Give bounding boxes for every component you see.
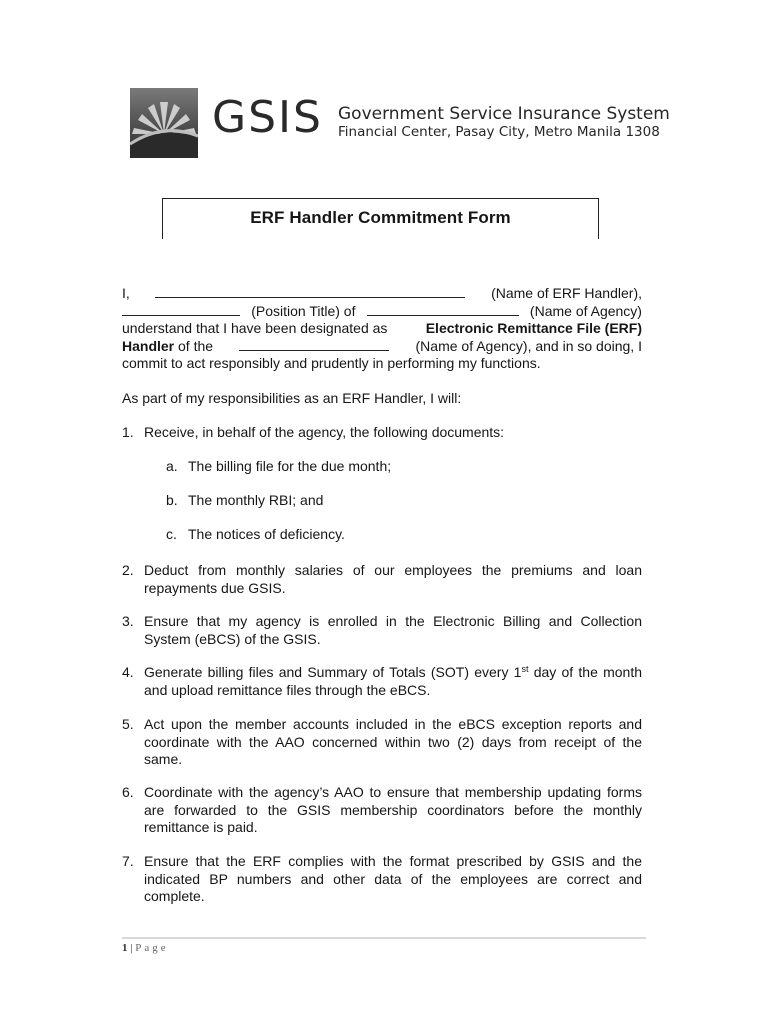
item-text: Deduct from monthly salaries of our employees the premiums and loan repayments due GSIS. (144, 562, 642, 596)
item-text: Ensure that my agency is enrolled in the Electronic Billing and Collection System (eBCS) of the GSIS. (144, 613, 642, 647)
sub-list-item (166, 458, 391, 476)
position-title-label: (Position Title) of (251, 302, 356, 319)
list-item (122, 613, 642, 648)
ordinal-suffix: st (521, 664, 529, 674)
erf-handler-name-label: (Name of ERF Handler), (491, 285, 642, 301)
page-number: 1 (122, 942, 128, 954)
item-text (144, 664, 642, 699)
org-info (338, 106, 670, 139)
item-text: Coordinate with the agency’s AAO to ensure that membership updating forms are forwarded to the GSIS membership coordinators before the monthly remittance is paid. (144, 784, 642, 835)
sub-list-item (166, 526, 345, 544)
form-title-box (162, 198, 599, 239)
of-the-text: of the (178, 337, 214, 354)
intro-line-4 (122, 338, 642, 356)
list-item (122, 664, 642, 699)
sub-item-letter: a. (166, 458, 178, 474)
responsibilities-intro: As part of my responsibilities as an ERF Handler, I will: (122, 390, 462, 406)
intro-i: I, (122, 285, 130, 301)
form-title: ERF Handler Commitment Form (250, 208, 511, 227)
erf-handler-name-blank[interactable] (155, 285, 465, 298)
item-text-part-a: Generate billing files and Summary of Totals (SOT) every 1 (144, 664, 522, 680)
agency-label-1: (Name of Agency) (529, 302, 642, 319)
footer-divider (122, 937, 646, 939)
item-number: 7. (122, 853, 134, 869)
list-item (122, 562, 642, 597)
page-label: Page (135, 942, 169, 954)
footer-separator: | (130, 942, 133, 954)
agency-name-blank-2[interactable] (239, 338, 389, 351)
agency-label-2: (Name of Agency), and in so doing, I (415, 337, 642, 354)
sub-item-text: The monthly RBI; and (188, 492, 324, 508)
intro-line-2 (122, 303, 642, 321)
item-number: 5. (122, 716, 134, 732)
handler-bold: Handler (122, 337, 175, 354)
org-address: Financial Center, Pasay City, Metro Manila 1308 (338, 123, 660, 140)
sub-item-text: The notices of deficiency. (188, 526, 345, 542)
item-number: 6. (122, 784, 134, 800)
intro-line-3 (122, 320, 642, 338)
list-item (122, 424, 642, 442)
designation-text: understand that I have been designated as (122, 320, 388, 336)
intro-line-1 (122, 285, 642, 303)
list-item (122, 784, 642, 837)
intro-line-5: commit to act responsibly and prudently in performing my functions. (122, 355, 541, 371)
list-item (122, 716, 642, 769)
gsis-wordmark: GSIS (212, 92, 323, 143)
erf-designation-bold: Electronic Remittance File (ERF) (425, 320, 642, 336)
sub-list-item (166, 492, 323, 510)
position-title-blank[interactable] (122, 303, 240, 316)
list-item (122, 853, 642, 906)
sub-item-letter: b. (166, 492, 178, 508)
item-number: 1. (122, 424, 134, 440)
agency-name-blank-1[interactable] (367, 303, 519, 316)
item-number: 3. (122, 613, 134, 629)
item-text: Act upon the member accounts included in the eBCS exception reports and coordinate with the AAO concerned within two (2) days from receipt of the same. (144, 716, 642, 767)
page-footer (122, 942, 169, 954)
sub-item-letter: c. (166, 526, 177, 542)
org-name: Government Service Insurance System (338, 104, 670, 124)
item-text: Ensure that the ERF complies with the format prescribed by GSIS and the indicated BP numbers and other data of the employees are correct and complete. (144, 853, 642, 904)
intro-paragraph (122, 285, 642, 373)
item-number: 4. (122, 664, 134, 680)
gsis-sun-logo-icon (130, 88, 198, 158)
item-text-part-b: day of the month and upload remittance files through the eBCS. (144, 664, 642, 698)
item-text: Receive, in behalf of the agency, the following documents: (144, 424, 505, 440)
sub-item-text: The billing file for the due month; (188, 458, 392, 474)
item-number: 2. (122, 562, 134, 578)
